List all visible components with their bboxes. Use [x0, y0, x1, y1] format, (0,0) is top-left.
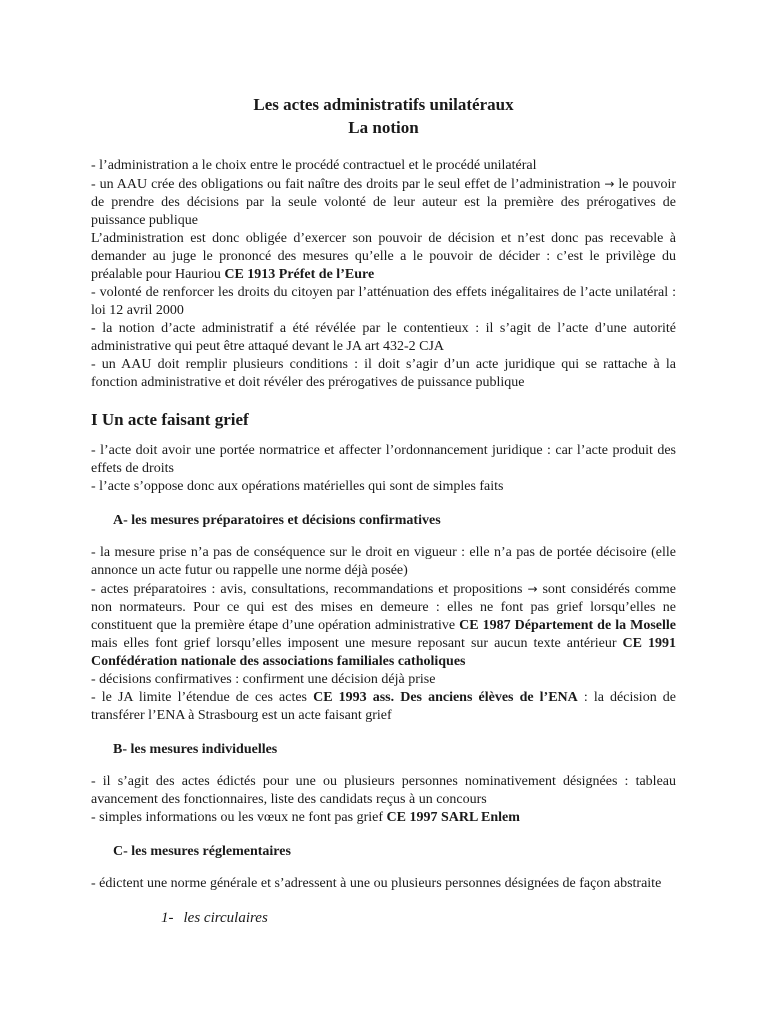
subsection-item-circulaires: [161, 909, 676, 927]
subsection-heading-c: C- les mesures réglementaires: [113, 844, 291, 859]
item-label: les circulaires: [183, 910, 268, 926]
intro-paragraph-2: [91, 175, 676, 230]
subA-p4-text2: : la décision de transférer l’ENA à Strasbourg est un acte faisant grief: [91, 690, 677, 723]
section-heading-1: I Un acte faisant grief: [91, 410, 249, 429]
case-citation: CE 1987 Département de la Moselle: [459, 618, 676, 633]
subA-p2-text2: sont considérés comme non normateurs. Pour ce qui est des mises en demeure : elles ne font pas grief lorsqu’elles ne constituent que la première étape d’une opération administrative: [91, 582, 677, 633]
intro-p2-text: - un AAU crée des obligations ou fait naître des droits par le seul effet de l’administration: [91, 177, 601, 192]
subA-paragraph-1: - la mesure prise n’a pas de conséquence sur le droit en vigueur : elle n’a pas de portée décisoire (elle annonce un acte futur ou rappelle une norme déjà posée): [91, 545, 676, 578]
arrow-right-icon: →: [604, 177, 615, 191]
subA-paragraph-3: - décisions confirmatives : confirment une décision déjà prise: [91, 672, 436, 687]
subsection-heading-a: A- les mesures préparatoires et décisions confirmatives: [113, 513, 441, 528]
subB-p2-text: - simples informations ou les vœux ne font pas grief: [91, 810, 387, 825]
intro-p5-text: la notion d’acte administratif a été révélée par le contentieux : il s’agit de l’acte d’une autorité administrative qui peut être attaqué devant le JA art 432-2 CJA: [91, 321, 676, 354]
subA-paragraph-4: [91, 689, 676, 725]
subC-paragraph-1: - édictent une norme générale et s’adressent à une ou plusieurs personnes désignées de façon abstraite: [91, 876, 662, 891]
document-subtitle: La notion: [348, 118, 419, 137]
intro-paragraph-1: - l’administration a le choix entre le procédé contractuel et le procédé unilatéral: [91, 158, 537, 173]
subA-p4-text1: - le JA limite l’étendue de ces actes: [91, 690, 314, 705]
case-citation: CE 1997 SARL Enlem: [386, 810, 520, 825]
subB-paragraph-2: [91, 809, 676, 827]
item-number: 1-: [161, 910, 174, 926]
intro-paragraph-6: - un AAU doit remplir plusieurs conditions : il doit s’agir d’un acte juridique qui se rattache à la fonction administrative et doit révéler des prérogatives de puissance publique: [91, 357, 676, 390]
section1-paragraph-1: - l’acte doit avoir une portée normatrice et affecter l’ordonnancement juridique : car l’acte produit des effets de droits: [91, 443, 676, 476]
document-title: Les actes administratifs unilatéraux: [253, 95, 514, 114]
document-body: [91, 93, 676, 927]
intro-p2-cont: le pouvoir de prendre des décisions par la seule volonté de leur auteur est la première des prérogatives de puissance publique: [91, 177, 677, 228]
case-citation: CE 1991 Confédération nationale des associations familiales catholiques: [91, 636, 676, 669]
arrow-right-icon: →: [527, 582, 538, 596]
section1-paragraph-2: - l’acte s’oppose donc aux opérations matérielles qui sont de simples faits: [91, 479, 504, 494]
case-citation: CE 1993 ass. Des anciens élèves de l’ENA: [313, 690, 578, 705]
subsection-heading-b: B- les mesures individuelles: [113, 742, 278, 757]
subA-paragraph-2: [91, 580, 676, 671]
subB-paragraph-1: - il s’agit des actes édictés pour une ou plusieurs personnes nominativement désignées : tableau avancement des fonctionnaires, liste des candidats reçus à un concours: [91, 774, 676, 807]
intro-p3-text: L’administration est donc obligée d’exercer son pouvoir de décision et n’est donc pas recevable à demander au juge le prononcé des mesures qu’elle a le pouvoir de décider : c’est le privilège du préalable pour Hauriou: [91, 231, 676, 282]
intro-paragraph-3: [91, 230, 676, 284]
intro-paragraph-4: - volonté de renforcer les droits du citoyen par l’atténuation des effets inégalitaires de l’acte unilatéral : loi 12 avril 2000: [91, 285, 676, 318]
intro-p5-dash: -: [91, 321, 96, 336]
subA-p2-text1: - actes préparatoires : avis, consultations, recommandations et propositions: [91, 582, 528, 597]
intro-paragraph-5: [91, 320, 676, 356]
subA-p2-text3: mais elles font grief lorsqu’elles imposent une mesure reposant sur aucun texte antérieur: [91, 636, 623, 651]
case-citation: CE 1913 Préfet de l’Eure: [224, 267, 375, 282]
